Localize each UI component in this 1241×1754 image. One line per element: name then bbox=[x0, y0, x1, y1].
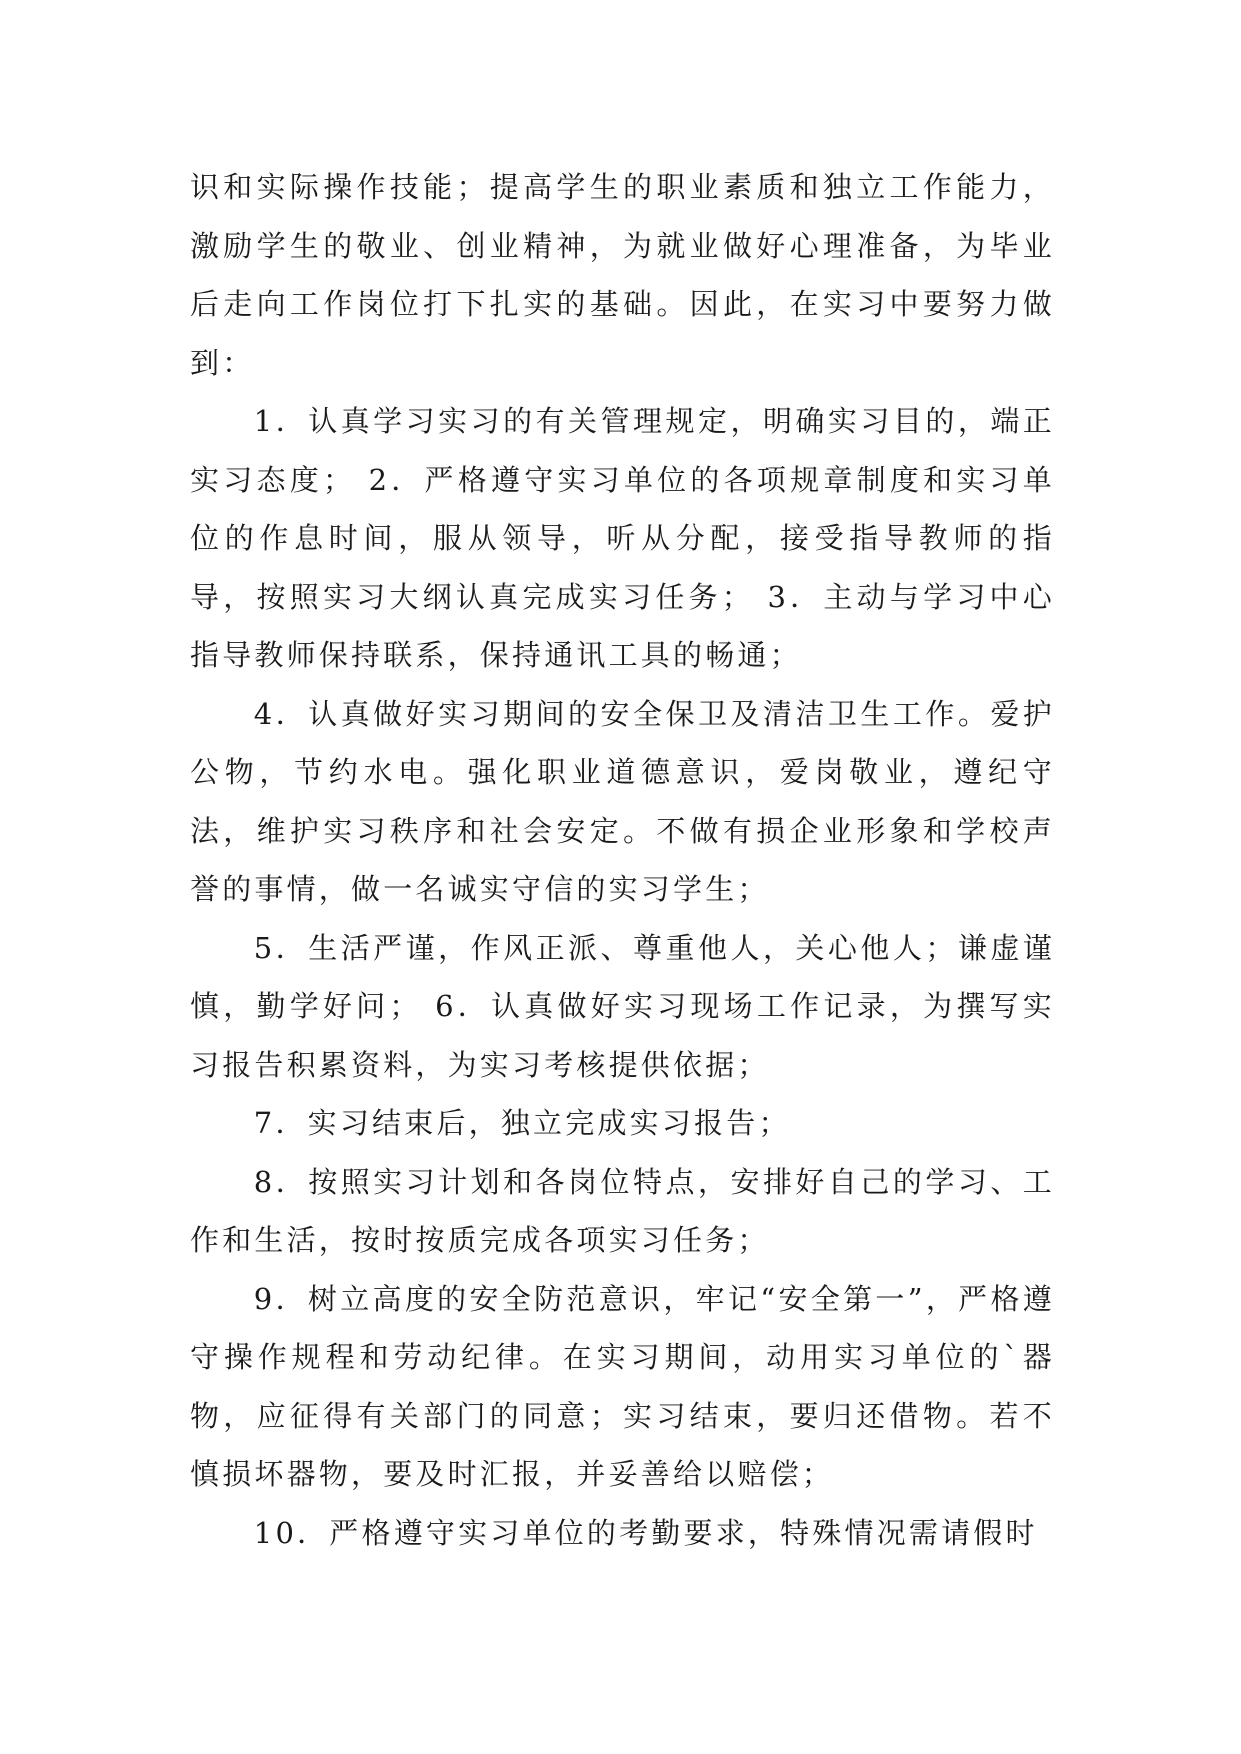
paragraph-rule-9: 9．树立高度的安全防范意识，牢记“安全第一”，严格遵守操作规程和劳动纪律。在实习期间，动用实习单位的`器物，应征得有关部门的同意；实习结束，要归还借物。若不慎损坏器物，要及时汇报，并妥善给以赔偿； bbox=[190, 1281, 1055, 1491]
paragraph-rule-7: 7．实习结束后，独立完成实习报告； bbox=[253, 1106, 791, 1140]
paragraph-rules-1-3: 1．认真学习实习的有关管理规定，明确实习目的，端正实习态度； 2．严格遵守实习单位的各项规章制度和实习单位的作息时间，服从领导，听从分配，接受指导教师的指导，按照实习大纲认真完成实习任务； 3．主动与学习中心指导教师保持联系，保持通讯工具的畅通； bbox=[190, 404, 1055, 672]
paragraph-rule-4: 4．认真做好实习期间的安全保卫及清洁卫生工作。爱护公物，节约水电。强化职业道德意识，爱岗敬业，遵纪守法，维护实习秩序和社会安定。不做有损企业形象和学校声誉的事情，做一名诚实守信的实习学生； bbox=[190, 696, 1055, 906]
document-body bbox=[190, 158, 1055, 1562]
paragraph-rules-5-6: 5．生活严谨，作风正派、尊重他人，关心他人；谦虚谨慎，勤学好问； 6．认真做好实习现场工作记录，为撰写实习报告积累资料，为实习考核提供依据； bbox=[190, 930, 1055, 1082]
paragraph-rule-10: 10．严格遵守实习单位的考勤要求，特殊情况需请假时 bbox=[253, 1515, 1038, 1550]
paragraph-rule-8: 8．按照实习计划和各岗位特点，安排好自己的学习、工作和生活，按时按质完成各项实习任务； bbox=[190, 1164, 1055, 1257]
paragraph-intro: 识和实际操作技能；提高学生的职业素质和独立工作能力，激励学生的敬业、创业精神，为就业做好心理准备，为毕业后走向工作岗位打下扎实的基础。因此，在实习中要努力做到： bbox=[190, 170, 1055, 380]
